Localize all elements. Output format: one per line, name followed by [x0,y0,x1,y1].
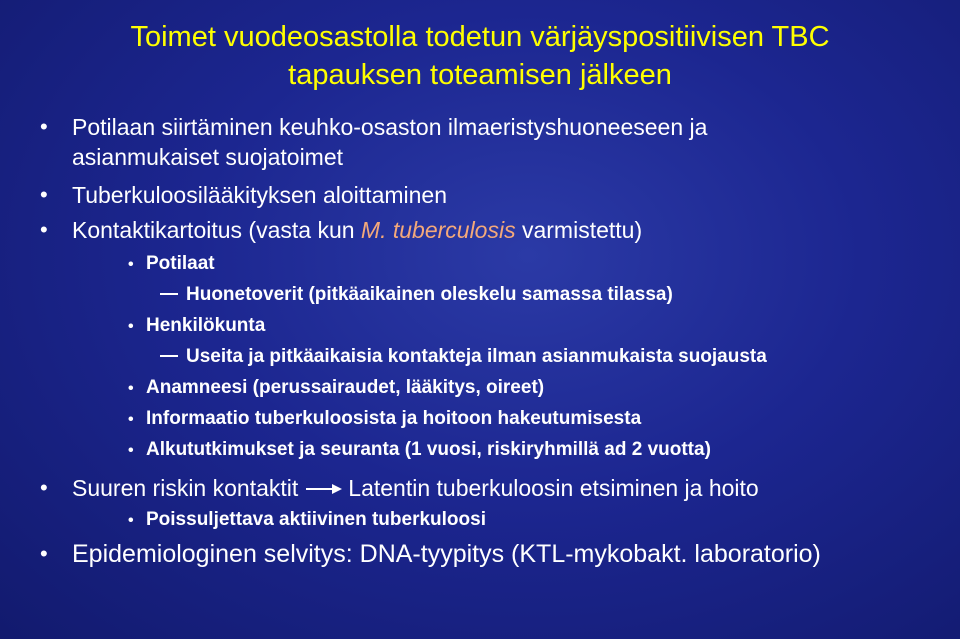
list-item-text [72,473,759,503]
bullet-icon: • [40,182,48,207]
sub-item-text: Henkilökunta [146,315,266,336]
sub-sub-item-text: Huonetoverit (pitkäaikainen oleskelu samassa tilassa) [186,284,673,305]
list-item-text: Tuberkuloosilääkityksen aloittaminen [72,182,448,208]
sub-sub-list-item [160,345,767,369]
dash-icon [160,293,178,295]
title-line-2: tapauksen toteamisen jälkeen [288,59,672,91]
sub-sub-list-item [160,283,673,307]
bullet-icon: • [128,318,134,335]
bullet-icon: • [128,380,134,397]
bullet-icon: • [40,114,48,139]
text-part: Latentin tuberkuloosin etsiminen ja hoito [348,475,759,501]
text-part: Suuren riskin kontaktit [72,475,299,501]
title-line-1: Toimet vuodeosastolla todetun värjäyspositiivisen TBC [130,21,830,53]
arrow-right-icon [306,473,342,503]
sub-item-text: Potilaat [146,253,215,274]
species-name: M. tuberculosis [360,217,516,243]
list-item-continuation: asianmukaiset suojatoimet [72,144,344,170]
sub-item-text: Alkututkimukset ja seuranta (1 vuosi, riskiryhmillä ad 2 vuotta) [146,439,711,460]
text-part: Kontaktikartoitus (vasta kun [72,217,361,243]
bullet-icon: • [128,256,134,273]
bullet-icon: • [128,512,134,529]
sub-item-text: Informaatio tuberkuloosista ja hoitoon hakeutumisesta [146,408,642,429]
bullet-icon: • [40,475,48,500]
slide-title [0,18,960,94]
list-item-text [72,215,642,245]
sub-item-text: Poissuljettava aktiivinen tuberkuloosi [146,509,486,530]
sub-item-text: Anamneesi (perussairaudet, lääkitys, oireet) [146,377,545,398]
bullet-icon: • [128,442,134,459]
list-item-text: Epidemiologinen selvitys: DNA-tyypitys (KTL-mykobakt. laboratorio) [72,540,821,568]
dash-icon [160,355,178,357]
text-part: varmistettu) [515,217,643,243]
bullet-icon: • [40,541,48,566]
list-item-text: Potilaan siirtäminen keuhko-osaston ilmaeristyshuoneeseen ja [72,114,708,140]
sub-sub-item-text: Useita ja pitkäaikaisia kontakteja ilman asianmukaista suojausta [186,346,767,367]
bullet-icon: • [128,411,134,428]
bullet-icon: • [40,217,48,242]
